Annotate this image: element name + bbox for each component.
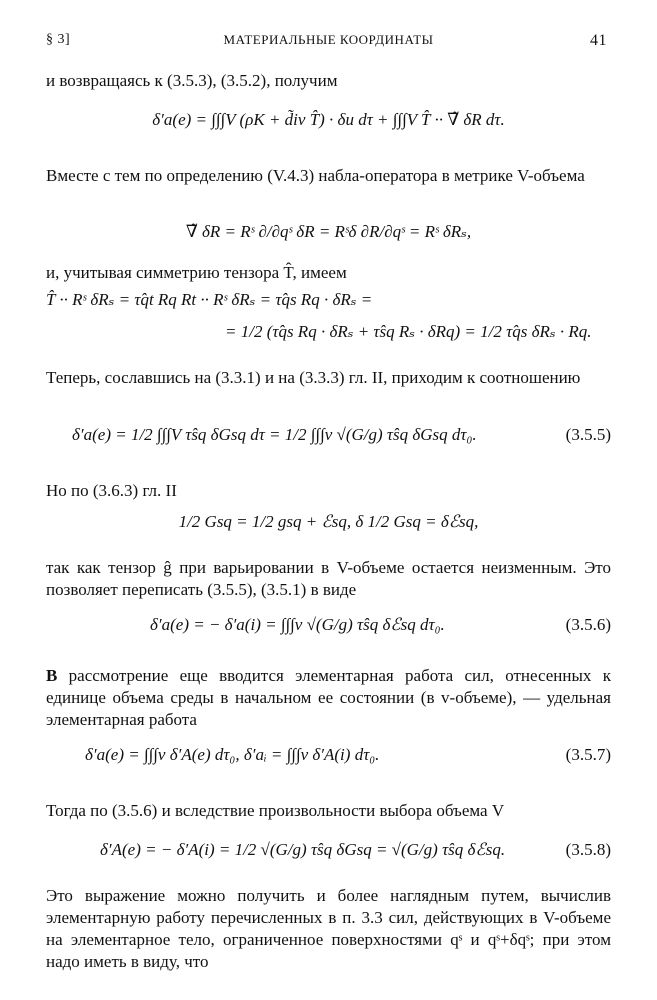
paragraph-1: и возвращаясь к (3.5.3), (3.5.2), получим	[46, 71, 338, 90]
paragraph-5: Но по (3.6.3) гл. II	[46, 481, 177, 500]
equation-number-357: (3.5.7)	[565, 745, 611, 764]
equation-number-355: (3.5.5)	[565, 425, 611, 444]
equation-5: 1/2 Gsq = 1/2 gsq + ℰsq, δ 1/2 Gsq = δℰsq,	[178, 512, 479, 531]
page-number: 41	[590, 32, 607, 49]
equation-3b: = 1/2 (τ̂qs Rq · δRₛ + τ̂sq Rₛ · δRq) = 1/2 τ̂qs δRₛ · Rq.	[225, 322, 592, 341]
equation-4: δ′a(e) = 1/2 ∫∫∫V τ̂sq δGsq dτ = 1/2 ∫∫∫v √(G/g) τ̂sq δGsq dτ₀.	[72, 425, 477, 444]
paragraph-3: и, учитывая симметрию тензора T̂, имеем	[46, 263, 347, 282]
running-title: МАТЕРИАЛЬНЫЕ КООРДИНАТЫ	[223, 32, 434, 47]
equation-3a: T̂ ·· Rˢ δRₛ = τ̂qt Rq Rt ·· Rˢ δRₛ = τ̂qs Rq · δRₛ =	[46, 290, 373, 309]
paragraph-8: Тогда по (3.5.6) и вследствие произвольности выбора объема V	[46, 801, 505, 820]
paragraph-9: Это выражение можно получить и более наглядным путем, вычислив элементарную работу перечисленных в п. 3.3 сил, действующих в V-объеме на элементарное тело, ограниченное поверхностями qˢ и qˢ+δqˢ; при этом надо иметь в виду, что	[46, 886, 611, 971]
equation-2: ∇̃ δR = Rˢ ∂/∂qˢ δR = Rˢδ ∂R/∂qˢ = Rˢ δRₛ,	[185, 222, 472, 241]
equation-1: δ′a(e) = ∫∫∫V (ρK + d̃iv T̂) · δu dτ + ∫∫∫V T̂ ·· ∇̃ δR dτ.	[152, 110, 505, 129]
equation-number-356: (3.5.6)	[565, 615, 611, 634]
paragraph-6: так как тензор ĝ при варьировании в V-объеме остается неизменным. Это позволяет переписать (3.5.5), (3.5.1) в виде	[46, 558, 611, 599]
equation-number-358: (3.5.8)	[565, 840, 611, 859]
paragraph-4: Теперь, сославшись на (3.3.1) и на (3.3.3) гл. II, приходим к соотношению	[46, 368, 581, 387]
paragraph-7-text: рассмотрение еще вводится элементарная работа сил, отнесенных к единице объема среды в начальном ее состоянии (в v-объеме), — удельная элементарная работа	[46, 666, 611, 729]
equation-6: δ′a(e) = − δ′a(i) = ∫∫∫v √(G/g) τ̂sq δℰsq dτ₀.	[150, 615, 445, 634]
paragraph-7	[46, 665, 611, 731]
paragraph-7-initial: В	[46, 666, 58, 685]
paragraph-2: Вместе с тем по определению (V.4.3) набла-оператора в метрике V-объема	[46, 166, 585, 185]
equation-8: δ′A(e) = − δ′A(i) = 1/2 √(G/g) τ̂sq δGsq = √(G/g) τ̂sq δℰsq.	[100, 840, 506, 859]
equation-7: δ′a(e) = ∫∫∫v δ′A(e) dτ₀, δ′aᵢ = ∫∫∫v δ′A(i) dτ₀.	[85, 745, 380, 764]
section-marker: § 3]	[46, 32, 71, 47]
